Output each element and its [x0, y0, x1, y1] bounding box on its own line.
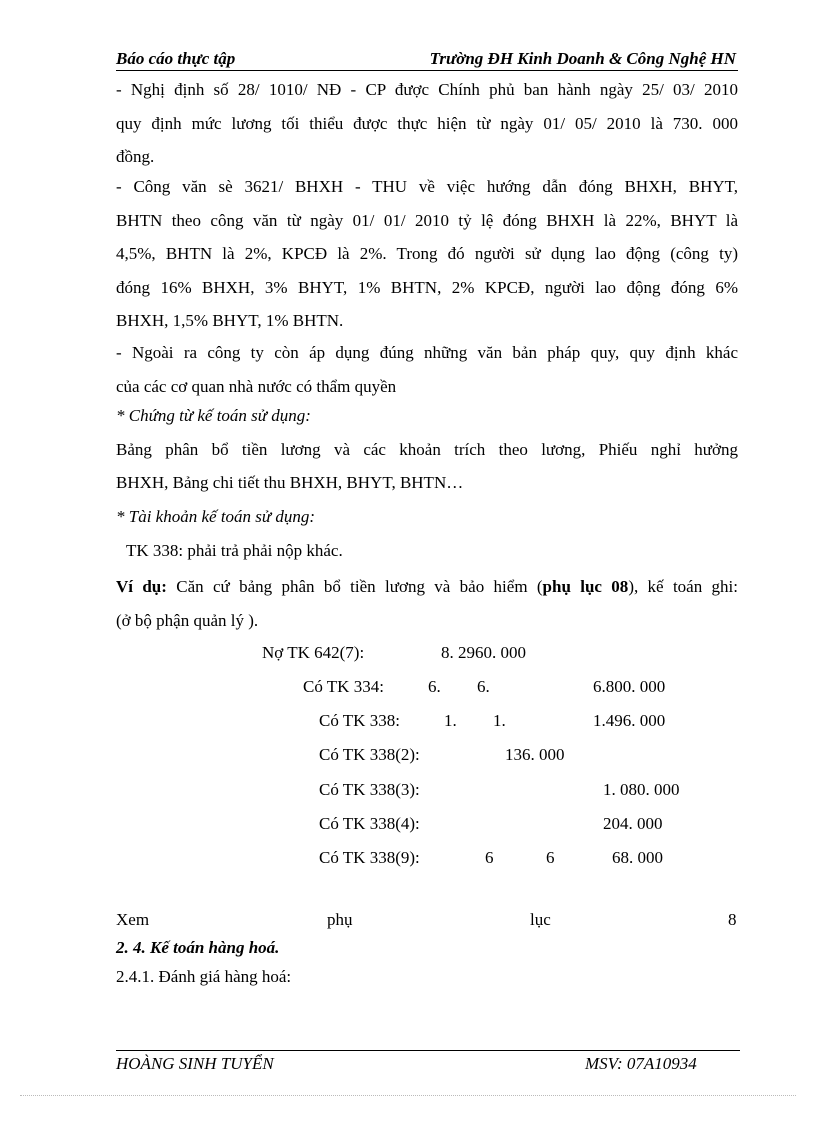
paragraph-line: BHTN theo công văn từ ngày 01/ 01/ 2010 tỷ lệ đóng BHXH là 22%, BHYT là [116, 210, 738, 230]
example-text-end: ), kế toán ghi: [628, 577, 738, 596]
see-word: Xem [116, 910, 150, 929]
paragraph-decree [116, 73, 738, 174]
paragraph-line: đóng 16% BHXH, 3% BHYT, 1% BHTN, 2% KPCĐ, người lao động đóng 6% [116, 277, 738, 297]
paragraph-line: - Ngoài ra công ty còn áp dụng đúng những văn bản pháp quy, quy định khác [116, 343, 738, 362]
paragraph-line: BHXH, 1,5% BHYT, 1% BHTN. [116, 311, 344, 330]
account-line: TK 338: phải trả phải nộp khác. [126, 540, 343, 560]
entry-credit-3382-label: Có TK 338(2): [319, 745, 420, 764]
entry-credit-3384-amount: 204. 000 [603, 814, 663, 833]
entry-credit-3384-label: Có TK 338(4): [319, 814, 420, 833]
entry-credit-334-amount: 6.800. 000 [593, 677, 666, 696]
paragraph-line: Bảng phân bổ tiền lương và các khoản trích theo lương, Phiếu nghỉ hưởng [116, 439, 738, 459]
entry-credit-338-a: 1. [444, 711, 457, 730]
header-right-title: Trường ĐH Kinh Doanh & Công Nghệ HN [429, 49, 736, 68]
paragraph-line: đồng. [116, 147, 155, 166]
section-documents [116, 399, 738, 500]
entry-credit-338-amount: 1.496. 000 [593, 711, 666, 730]
example-paragraph [116, 570, 738, 637]
paragraph-line: quy định mức lương tối thiểu được thực hiện từ ngày 01/ 05/ 2010 là 730. 000 [116, 113, 738, 133]
page-bottom-border [20, 1095, 796, 1096]
entry-credit-338-label: Có TK 338: [319, 711, 400, 730]
entry-debit-label: Nợ TK 642(7): [262, 643, 365, 662]
paragraph-line: - Nghị định số 28/ 1010/ NĐ - CP được Chính phủ ban hành ngày 25/ 03/ 2010 [116, 80, 738, 99]
documents-heading: * Chứng từ kế toán sử dụng: [116, 406, 311, 425]
section-word: lục [530, 910, 551, 929]
entry-credit-3382-amount: 136. 000 [505, 745, 565, 764]
entry-credit-338-b: 1. [493, 711, 506, 730]
appendix-word: phụ [327, 910, 353, 929]
accounts-heading: * Tài khoản kế toán sử dụng: [116, 507, 316, 526]
page-header [116, 48, 738, 71]
footer-author: HOÀNG SINH TUYỂN [116, 1054, 274, 1073]
entry-credit-3389-a: 6 [485, 848, 494, 867]
footer-student-id: MSV: 07A10934 [585, 1054, 697, 1073]
example-text: Căn cứ bảng phân bổ tiền lương và bảo hiểm ( [166, 577, 543, 596]
entry-debit-amount: 8. 2960. 000 [441, 643, 526, 662]
entry-credit-3389-b: 6 [546, 848, 555, 867]
paragraph-official-letter [116, 170, 738, 338]
paragraph-regulations [116, 336, 738, 403]
section-accounts [116, 500, 738, 567]
entry-credit-334-b: 6. [477, 677, 490, 696]
example-label: Ví dụ: [116, 577, 167, 596]
header-left-title: Báo cáo thực tập [116, 49, 236, 68]
appendix-number: 8 [728, 910, 737, 929]
entry-credit-3383-amount: 1. 080. 000 [603, 780, 680, 799]
entry-credit-334-a: 6. [428, 677, 441, 696]
footer-divider [116, 1050, 740, 1051]
paragraph-line: 4,5%, BHTN là 2%, KPCĐ là 2%. Trong đó người sử dụng lao động (công ty) [116, 244, 738, 263]
entry-credit-3389-label: Có TK 338(9): [319, 848, 420, 867]
entry-credit-3389-amount: 68. 000 [612, 848, 663, 867]
section-heading: 2. 4. Kế toán hàng hoá. [116, 938, 280, 957]
subsection-heading: 2.4.1. Đánh giá hàng hoá: [116, 967, 292, 986]
entry-credit-3383-label: Có TK 338(3): [319, 780, 420, 799]
paragraph-line: của các cơ quan nhà nước có thẩm quyền [116, 376, 397, 396]
appendix-ref: phụ lục 08 [542, 577, 629, 596]
paragraph-line: BHXH, Bảng chi tiết thu BHXH, BHYT, BHTN… [116, 473, 464, 492]
example-line-2: (ở bộ phận quản lý ). [116, 610, 259, 630]
entry-credit-334-label: Có TK 334: [303, 677, 384, 696]
paragraph-line: - Công văn sè 3621/ BHXH - THU về việc hướng dẫn đóng BHXH, BHYT, [116, 177, 738, 196]
example-line [116, 570, 738, 604]
